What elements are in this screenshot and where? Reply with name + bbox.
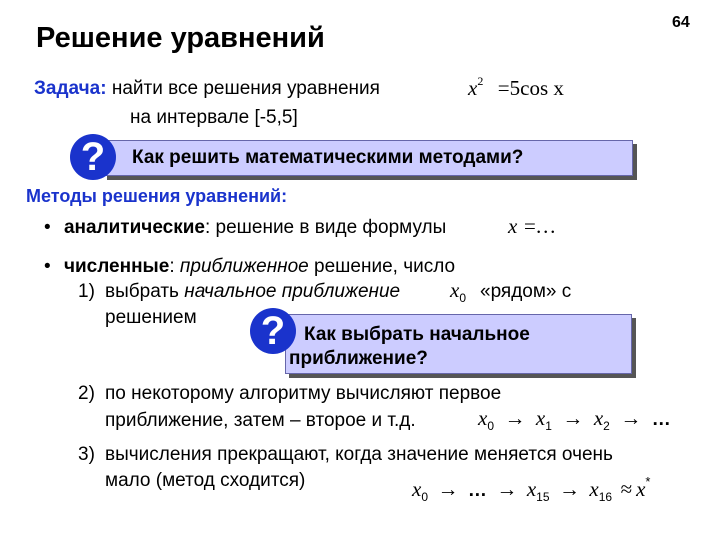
step1-line1-end: «рядом» с [480,281,572,302]
arrow-right-icon: → [496,477,518,501]
step3-line2: мало (метод сходится) [105,470,306,491]
step2-number: 2) [78,383,95,404]
arrow-right-icon: → [558,477,580,501]
arrow-right-icon: → [562,406,584,430]
task-label: Задача: [34,78,107,99]
task-equation: $x^2 =5\cos$ x [468,74,564,100]
step1-x0: $x_0$ [450,278,467,305]
numeric-bullet: • численные: приближенное решение, число [44,256,455,278]
callout-initial-approx-line2: приближение? [289,348,428,369]
callout-initial-approx [285,314,632,374]
step2-line1: по некоторому алгоритму вычисляют первое [105,383,502,404]
analytic-bullet: • аналитические: решение в виде формулы [44,217,446,239]
callout-math-methods [103,140,633,176]
task-line [34,78,380,100]
step3-sequence: $x_0$ → … → $x_{15} \to x_{16} \approx x^*$ [412,474,651,504]
page-number: 64 [672,14,690,31]
arrow-right-icon: → [504,406,526,430]
step1-line2: решением [105,307,197,328]
step1-number: 1) [78,281,95,302]
callout-initial-approx-line1: Как выбрать начальное [304,324,530,345]
slide-title: Решение уравнений [36,22,325,54]
step3-number: 3) [78,444,95,465]
arrow-right-icon: → [437,477,459,501]
approx-icon: ≈ [620,477,633,501]
methods-header: Методы решения уравнений: [26,186,288,206]
arrow-right-icon: → [620,406,642,430]
question-icon: ? [250,308,296,354]
question-icon: ? [70,134,116,180]
step2-line2: приближение, затем – второе и т.д. [105,410,416,431]
analytic-formula: x =… [508,214,556,238]
task-interval: на интервале [-5,5] [130,107,298,128]
callout-math-methods-text: Как решить математическими методами? [132,147,524,168]
step3-line1: вычисления прекращают, когда значение меняется очень [105,444,613,465]
task-text: найти все решения уравнения [111,78,380,99]
step2-sequence: $x_0 \to x_1 \to x_2$ → … [478,406,671,433]
step1-line1: выбрать начальное приближение [105,281,401,302]
